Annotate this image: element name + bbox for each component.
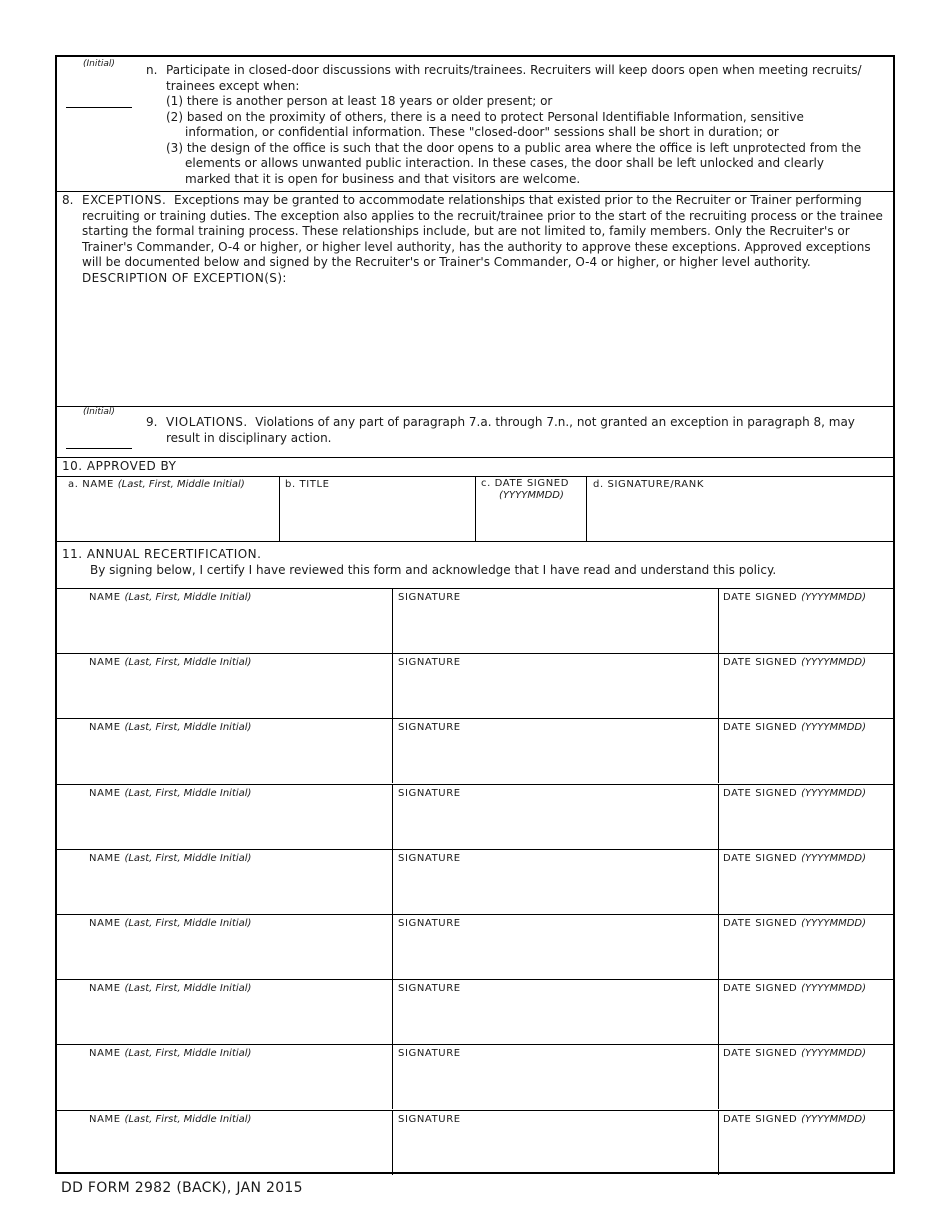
recert-name-cell[interactable] — [57, 589, 392, 653]
initial-field[interactable] — [66, 107, 132, 108]
violations-section — [57, 407, 893, 458]
recert-signature-cell[interactable] — [392, 589, 718, 653]
recert-signature-cell[interactable] — [392, 719, 718, 783]
exceptions-text: EXCEPTIONS. Exceptions may be granted to accommodate relationships that existed prior to the Recruiter or Trainer performing recruiting or training duties. The exception also applies to the recruit/trainee prior to the start of the recruiting process or the trainee starting the formal training process. These relationships include, but are not limited to, family members. Only the Recruiter's or Trainer's Commander, O-4 or higher, or higher level authority, has the authority to approve these exceptions. Approved exceptions will be documented below and signed by the Recruiter's or Trainer's Commander, O-4 or higher, or higher level authority. DESCRIPTION OF EXCEPTION(S): — [82, 193, 883, 285]
exceptions-number: 8. — [62, 193, 74, 207]
recert-name-cell[interactable] — [57, 850, 392, 914]
approver-title-label: b. TITLE — [285, 479, 330, 490]
exceptions-section — [57, 192, 893, 407]
recert-date-cell[interactable] — [718, 719, 893, 783]
approver-signature-label: d. SIGNATURE/RANK — [593, 479, 704, 490]
recert-name-cell[interactable] — [57, 785, 392, 849]
recert-row — [57, 718, 893, 783]
recert-name-label: NAME (Last, First, Middle Initial) — [89, 918, 252, 929]
description-label: DESCRIPTION OF EXCEPTION(S): — [82, 270, 287, 285]
approver-title-field[interactable] — [283, 496, 471, 538]
recert-name-label: NAME (Last, First, Middle Initial) — [89, 1048, 252, 1060]
recert-name-label: NAME (Last, First, Middle Initial) — [89, 1113, 252, 1125]
recert-date-label: DATE SIGNED (YYYYMMDD) — [723, 657, 867, 669]
recert-date-label: DATE SIGNED (YYYYMMDD) — [723, 787, 867, 799]
recert-signature-cell[interactable] — [392, 850, 718, 914]
recert-row — [57, 1044, 893, 1109]
violations-text: VIOLATIONS. Violations of any part of paragraph 7.a. through 7.n., not granted an exception in paragraph 8, may result in disciplinary action. — [166, 415, 855, 445]
recert-signature-label: SIGNATURE — [398, 852, 461, 864]
recert-row — [57, 849, 893, 914]
recert-signature-label: SIGNATURE — [398, 592, 461, 603]
recert-name-label: NAME (Last, First, Middle Initial) — [89, 787, 252, 799]
recert-date-cell[interactable] — [718, 589, 893, 653]
recert-date-label: DATE SIGNED (YYYYMMDD) — [723, 592, 867, 603]
recert-date-label: DATE SIGNED (YYYYMMDD) — [723, 983, 867, 995]
item-n-text: Participate in closed-door discussions with recruits/trainees. Recruiters will keep doors open when meeting recruits/ trainees except when: (1) there is another person at least 18 years or older present; or (2) based on the proximity of others, there is a need to protect Personal Identifiable Information, sensitive information, or confidential information. These "closed-door" sessions shall be short in duration; or (3) the design of the office is such that the door opens to a public area where the office is left unprotected from the elements or allows unwanted public interaction. In these cases, the door shall be left unlocked and clearly marked that it is open for business and that visitors are welcome. — [166, 63, 862, 186]
recert-name-cell[interactable] — [57, 980, 392, 1044]
approver-signature-field[interactable] — [590, 496, 889, 538]
recert-signature-label: SIGNATURE — [398, 983, 461, 995]
form-footer: DD FORM 2982 (BACK), JAN 2015 — [61, 1180, 303, 1196]
recert-heading: 11. ANNUAL RECERTIFICATION. — [62, 547, 262, 561]
initial-label: (Initial) — [83, 407, 115, 417]
recert-name-cell[interactable] — [57, 1111, 392, 1175]
violations-title: VIOLATIONS. — [166, 415, 248, 429]
recert-date-label: DATE SIGNED (YYYYMMDD) — [723, 918, 867, 929]
recert-row — [57, 914, 893, 979]
recert-header — [62, 547, 777, 578]
recert-signature-cell[interactable] — [392, 980, 718, 1044]
recert-name-cell[interactable] — [57, 654, 392, 718]
recert-row — [57, 1110, 893, 1175]
recert-signature-label: SIGNATURE — [398, 657, 461, 669]
recert-date-label: DATE SIGNED (YYYYMMDD) — [723, 1048, 867, 1060]
recert-name-label: NAME (Last, First, Middle Initial) — [89, 657, 252, 669]
recert-row — [57, 653, 893, 718]
approved-by-section — [57, 458, 893, 542]
recert-row — [57, 588, 893, 653]
recert-date-cell[interactable] — [718, 1111, 893, 1175]
approver-date-label: c. DATE SIGNED (YYYYMMDD) — [481, 478, 569, 501]
recert-name-cell[interactable] — [57, 915, 392, 979]
approved-by-heading: 10. APPROVED BY — [62, 459, 177, 473]
recert-signature-cell[interactable] — [392, 785, 718, 849]
item-n-section — [57, 57, 893, 192]
recert-signature-label: SIGNATURE — [398, 1113, 461, 1125]
recert-name-label: NAME (Last, First, Middle Initial) — [89, 722, 252, 734]
approver-name-field[interactable] — [61, 496, 275, 538]
recert-date-label: DATE SIGNED (YYYYMMDD) — [723, 852, 867, 864]
recert-date-cell[interactable] — [718, 850, 893, 914]
recert-section — [57, 542, 893, 1174]
recert-name-label: NAME (Last, First, Middle Initial) — [89, 852, 252, 864]
recert-date-label: DATE SIGNED (YYYYMMDD) — [723, 1113, 867, 1125]
recert-date-cell[interactable] — [718, 915, 893, 979]
recert-date-label: DATE SIGNED (YYYYMMDD) — [723, 722, 867, 734]
recert-signature-cell[interactable] — [392, 1045, 718, 1109]
recert-date-cell[interactable] — [718, 980, 893, 1044]
recert-name-cell[interactable] — [57, 719, 392, 783]
recert-date-cell[interactable] — [718, 1045, 893, 1109]
recert-signature-cell[interactable] — [392, 1111, 718, 1175]
initial-label: (Initial) — [83, 59, 115, 69]
form-page — [55, 55, 895, 1174]
recert-name-cell[interactable] — [57, 1045, 392, 1109]
recert-signature-label: SIGNATURE — [398, 722, 461, 734]
recert-name-label: NAME (Last, First, Middle Initial) — [89, 983, 252, 995]
description-field[interactable] — [82, 292, 882, 400]
recert-date-cell[interactable] — [718, 785, 893, 849]
violations-number: 9. — [146, 415, 158, 429]
recert-date-cell[interactable] — [718, 654, 893, 718]
recert-signature-label: SIGNATURE — [398, 918, 461, 929]
recert-name-label: NAME (Last, First, Middle Initial) — [89, 592, 252, 603]
recert-signature-label: SIGNATURE — [398, 1048, 461, 1060]
recert-signature-cell[interactable] — [392, 915, 718, 979]
recert-row — [57, 784, 893, 849]
recert-statement: By signing below, I certify I have reviewed this form and acknowledge that I have read and understand this policy. — [90, 562, 777, 577]
recert-row — [57, 979, 893, 1044]
exceptions-title: EXCEPTIONS. — [82, 193, 167, 207]
initial-field[interactable] — [66, 448, 132, 449]
recert-signature-cell[interactable] — [392, 654, 718, 718]
recert-signature-label: SIGNATURE — [398, 787, 461, 799]
item-n-letter: n. — [146, 63, 158, 77]
approver-name-label: a. NAME (Last, First, Middle Initial) — [68, 479, 245, 490]
approver-date-field[interactable] — [479, 506, 582, 538]
